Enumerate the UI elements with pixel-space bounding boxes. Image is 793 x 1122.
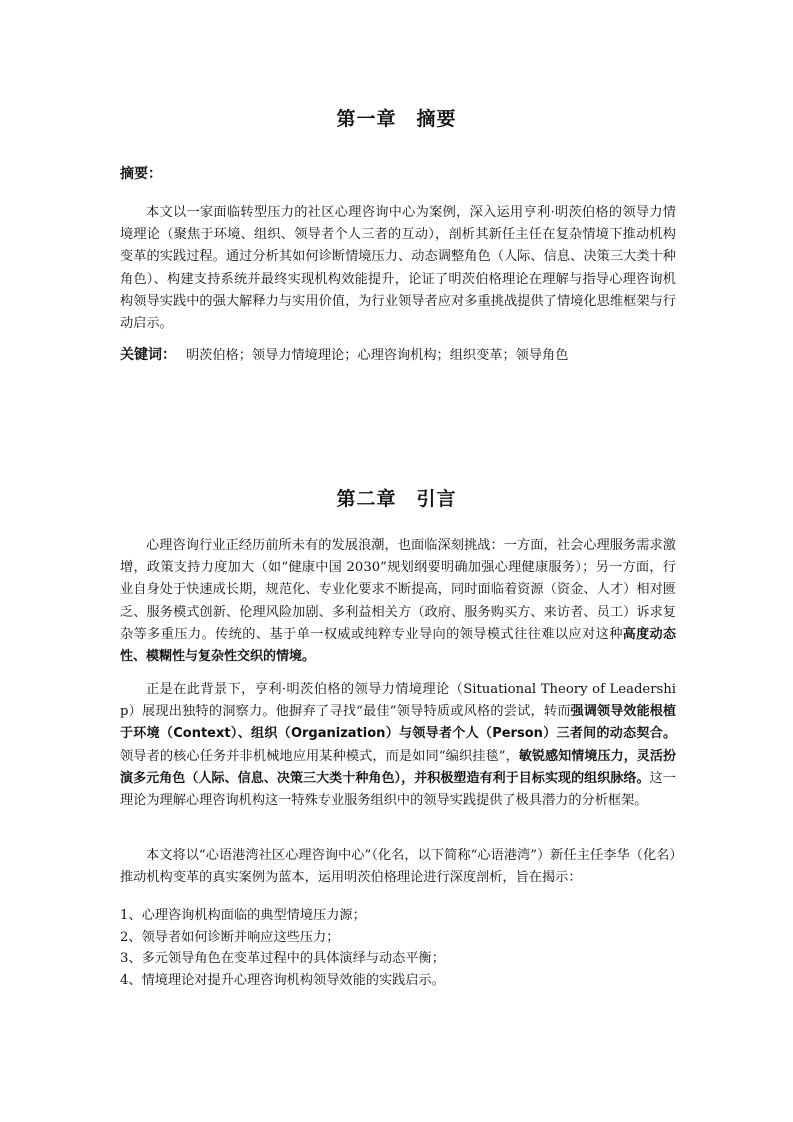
intro-paragraph-1: [120, 535, 676, 668]
keywords-label: 关键词：: [120, 347, 176, 363]
abstract-paragraph: 本文以一家面临转型压力的社区心理咨询中心为案例，深入运用亨利·明茨伯格的领导力情境理论（聚焦于环境、组织、领导者个人三者的互动），剖析其新任主任在复杂情境下推动机构变革的实践过程。通过分析其如何诊断情境压力、动态调整角色（人际、信息、决策三大类十种角色）、构建支持系统并最终实现机构效能提升，论证了明茨伯格理论在理解与指导心理咨询机构领导实践中的强大解释力与实用价值，为行业领导者应对多重挑战提供了情境化思维框架与行动启示。: [120, 205, 676, 332]
intro-p1-emphasis: 高度动态性、模糊性与复杂性交织的情境。: [120, 626, 676, 665]
intro-p2-emphasis-2: 敏锐感知情境压力，灵活扮演多元角色（人际、信息、决策三大类十种角色），并积极塑造有利于目标实现的组织脉络。: [120, 748, 676, 786]
intro-p1-text: 心理咨询行业正经历前所未有的发展浪潮，也面临深刻挑战：一方面，社会心理服务需求激增，政策支持力度加大（如“健康中国 2030”规划纲要明确加强心理健康服务）；另一方面，行业自身处于快速成长期，规范化、专业化要求不断提高，同时面临着资源（资金、人才）相对匮乏、服务模式创新、伦理风险加剧、多利益相关方（政府、服务购买方、来访者、员工）诉求复杂等多重压力。传统的、基于单一权威或纯粹专业导向的领导模式往往难以应对这种: [120, 538, 676, 642]
chapter-1-title: 第一章 摘要: [336, 108, 457, 130]
list-item: 2、领导者如何诊断并响应这些压力；: [120, 929, 340, 945]
list-item: 3、多元领导角色在变革过程中的具体演绎与动态平衡；: [120, 951, 445, 966]
list-item: 4、情境理论对提升心理咨询机构领导效能的实践启示。: [120, 972, 445, 988]
intro-p2-text-c: 这一理论为理解心理咨询机构这一特殊专业服务组织中的领导实践提供了极具潜力的分析框架。: [120, 770, 676, 809]
keywords-text: 明茨伯格；领导力情境理论；心理咨询机构；组织变革；领导角色: [186, 348, 569, 363]
intro-p2-text-b: 领导者的核心任务并非机械地应用某种模式，而是如同“编织挂毯”，: [120, 748, 519, 764]
abstract-heading: 摘要：: [120, 166, 162, 182]
intro-p2-text-a: 正是在此背景下，亨利·明茨伯格的领导力情境理论（Situational Theory of Leadership）展现出独特的洞察力。他摒弃了寻找“最佳”领导特质或风格的尝试，转而: [120, 682, 676, 720]
objectives-list: [120, 905, 445, 991]
intro-p2-emphasis-1: 强调领导效能根植于环境（Context）、组织（Organization）与领导者个人（Person）三者间的动态契合。: [120, 704, 676, 742]
keywords-line: [120, 344, 568, 364]
intro-paragraph-2: [120, 679, 676, 812]
list-item: 1、心理咨询机构面临的典型情境压力源；: [120, 908, 366, 923]
chapter-2-title: 第二章 引言: [336, 488, 457, 510]
intro-paragraph-3: 本文将以“心语港湾社区心理咨询中心”（化名，以下简称“心语港湾”）新任主任李华（化名）推动机构变革的真实案例为蓝本，运用明茨伯格理论进行深度剖析，旨在揭示：: [120, 848, 676, 886]
